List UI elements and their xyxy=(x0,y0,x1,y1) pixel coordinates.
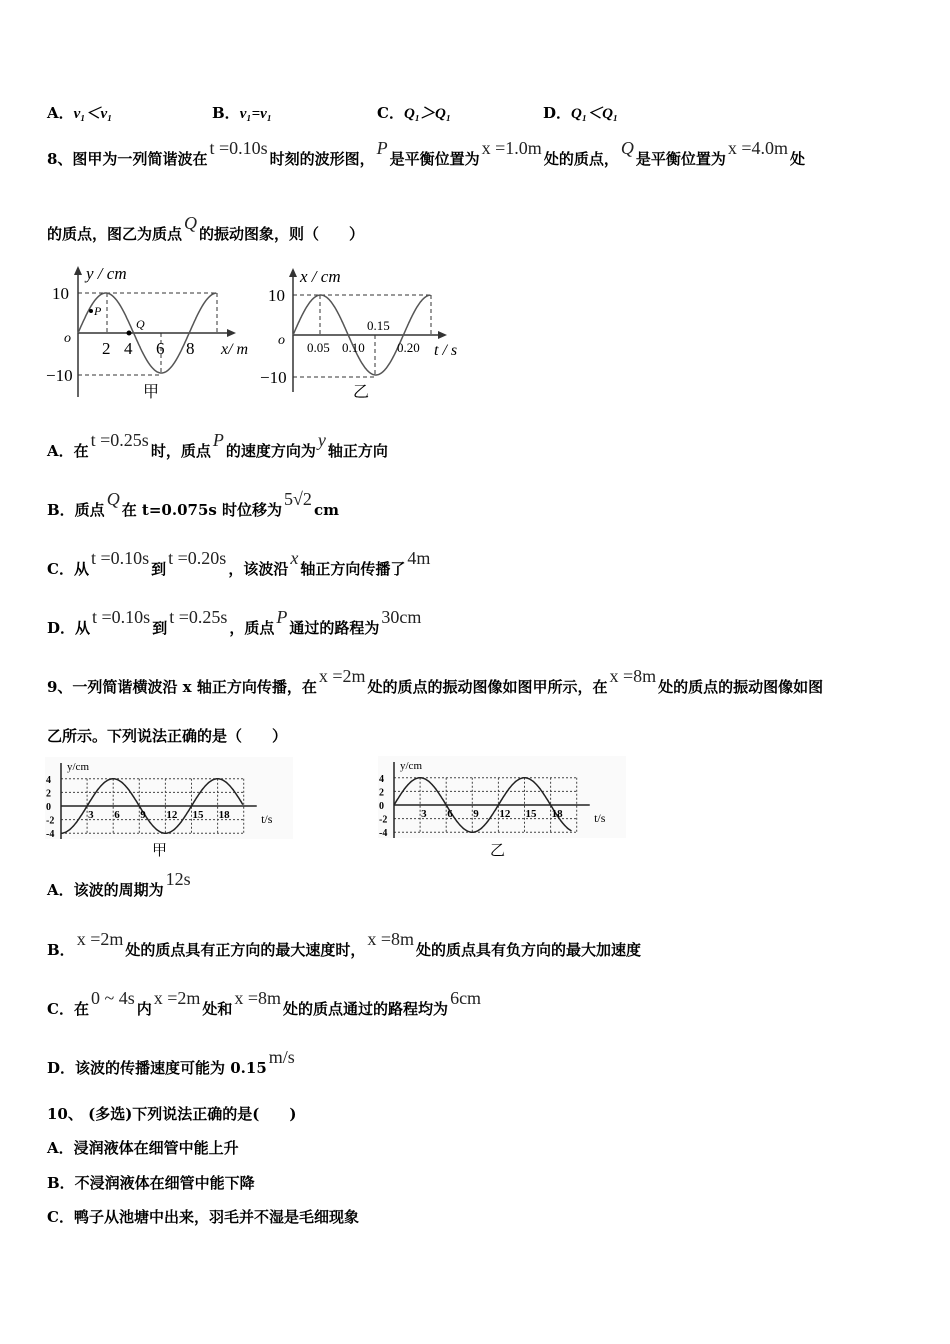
y-axis-label: x / cm xyxy=(300,267,341,286)
text-fragment: 时刻的波形图， xyxy=(269,150,375,168)
x-tick: 8 xyxy=(186,339,195,358)
math-expression: x =8m xyxy=(367,929,415,949)
q10-option-a: A．浸润液体在细管中能上升 xyxy=(47,1139,239,1157)
q8-option-d xyxy=(47,607,423,638)
text-fragment: 处的质点的振动图像如图 xyxy=(658,678,824,696)
math-expression: y xyxy=(317,430,326,450)
x-tick: 15 xyxy=(525,808,537,820)
x-tick: 18 xyxy=(218,809,230,821)
x-tick: 6 xyxy=(156,339,165,358)
y-tick: 0 xyxy=(46,802,51,813)
y-tick: −10 xyxy=(260,368,287,387)
point-q xyxy=(127,331,132,336)
option-expr: Q₁＞Q₁ xyxy=(403,106,452,122)
math-expression: t =0.10s xyxy=(209,138,268,158)
y-tick: -4 xyxy=(46,829,55,839)
text-fragment: B． xyxy=(47,941,75,959)
math-expression: x =8m xyxy=(609,666,657,686)
math-expression: 4m xyxy=(407,548,431,568)
text-fragment: D．该波的传播速度可能为 0.15 xyxy=(47,1059,267,1077)
text-fragment: 通过的路程为 xyxy=(289,619,380,637)
x-tick: 6 xyxy=(114,809,120,821)
guide-lines xyxy=(293,295,431,377)
x-tick: 2 xyxy=(102,339,111,358)
text-fragment: C．从 xyxy=(47,560,89,578)
y-axis-label: y/cm xyxy=(67,761,89,773)
label-p: P xyxy=(94,304,102,318)
math-expression: Q xyxy=(620,138,634,158)
x-tick: 12 xyxy=(499,808,511,820)
q8-stem-line2 xyxy=(47,213,365,244)
text-fragment: 的振动图象，则（ ） xyxy=(199,225,365,243)
text-fragment: 轴正方向传播了 xyxy=(300,560,406,578)
option-label: A． xyxy=(47,104,74,122)
text-fragment: 在 t=0.075s 时位移为 xyxy=(121,501,283,519)
q9-stem xyxy=(47,666,824,697)
math-expression: x xyxy=(290,548,299,568)
x-tick: 9 xyxy=(473,808,479,820)
text-fragment: 处的质点具有负方向的最大加速度 xyxy=(416,941,642,959)
t-axis-label: t/s xyxy=(261,812,273,826)
text-fragment: 9、一列简谐横波沿 x 轴正方向传播，在 xyxy=(47,678,317,696)
q8-option-c xyxy=(47,548,432,579)
option-label: D． xyxy=(543,104,572,122)
t-axis-label: t/s xyxy=(594,811,606,825)
math-expression: P xyxy=(212,430,224,450)
text-fragment: 是平衡位置为 xyxy=(389,150,480,168)
x-axis-arrow-icon xyxy=(438,331,447,339)
text-fragment: D．从 xyxy=(47,619,91,637)
q7-option-b xyxy=(212,102,272,123)
x-tick: 12 xyxy=(166,809,178,821)
q8-stem xyxy=(47,138,806,169)
q8-figure-jia xyxy=(46,264,248,401)
math-expression: t =0.10s xyxy=(90,548,150,568)
option-expr: v₁＜v₁ xyxy=(73,106,113,122)
q9-caption-jia: 甲 xyxy=(152,841,168,859)
figure-caption: 甲 xyxy=(143,384,160,401)
text-fragment: 处的质点的振动图像如图甲所示，在 xyxy=(367,678,608,696)
text-fragment: 的质点，图乙为质点 xyxy=(47,225,183,243)
text-fragment: 轴正方向 xyxy=(327,442,388,460)
x-tick: 0.05 xyxy=(307,340,330,355)
text-fragment: 处的质点通过的路程均为 xyxy=(283,1000,449,1018)
q9-option-d xyxy=(47,1047,297,1078)
math-expression: t =0.10s xyxy=(92,607,151,627)
point-p xyxy=(89,309,93,313)
x-axis-label: x/ m xyxy=(221,341,249,358)
text-fragment: 处的质点， xyxy=(543,150,619,168)
x-tick: 0.10 xyxy=(342,340,365,355)
y-tick: 4 xyxy=(379,773,384,785)
text-fragment: 处的质点具有正方向的最大速度时， xyxy=(125,941,366,959)
math-expression: x =1.0m xyxy=(481,138,542,158)
x-tick: 15 xyxy=(192,809,204,821)
y-axis-arrow-icon xyxy=(289,268,297,277)
text-fragment: ，该波沿 xyxy=(228,560,289,578)
q8-figure-yi xyxy=(260,267,457,401)
math-expression: 5√2 xyxy=(284,489,312,509)
text-fragment: 的速度方向为 xyxy=(225,442,316,460)
math-expression: 6cm xyxy=(450,988,482,1008)
y-tick: -2 xyxy=(379,814,388,826)
origin-label: o xyxy=(278,333,285,348)
option-label: C． xyxy=(377,104,404,122)
text-fragment: A．该波的周期为 xyxy=(47,881,164,899)
q9-option-c xyxy=(47,988,483,1019)
text-fragment: 内 xyxy=(136,1000,152,1018)
text-fragment: 处和 xyxy=(202,1000,233,1018)
x-axis-label: t / s xyxy=(434,342,458,359)
math-expression: x =2m xyxy=(76,929,124,949)
text-fragment: A．在 xyxy=(47,442,89,460)
x-tick: 0.15 xyxy=(367,318,390,333)
q9-caption-yi: 乙 xyxy=(490,841,506,859)
q10-stem: 10、 (多选)下列说法正确的是( ) xyxy=(47,1105,297,1123)
y-axis-label: y/cm xyxy=(400,760,422,772)
math-expression: t =0.25s xyxy=(169,607,228,627)
math-expression: Q xyxy=(184,213,198,233)
y-tick: 0 xyxy=(379,801,384,812)
option-label: B． xyxy=(212,104,240,122)
x-axis-arrow-icon xyxy=(227,329,236,337)
x-tick: 6 xyxy=(447,808,453,820)
math-expression: Q xyxy=(106,489,120,509)
text-fragment: cm xyxy=(313,501,339,519)
text-fragment: 是平衡位置为 xyxy=(635,150,726,168)
label-q: Q xyxy=(136,317,145,331)
text-fragment: B．质点 xyxy=(47,501,105,519)
option-expr: v₁=v₁ xyxy=(239,106,273,122)
q9-figure-jia xyxy=(45,757,295,839)
y-axis-label: y / cm xyxy=(86,264,127,283)
q9-option-b xyxy=(47,929,642,960)
q10-option-b: B．不浸润液体在细管中能下降 xyxy=(47,1174,255,1192)
math-expression: t =0.20s xyxy=(168,548,227,568)
math-expression: m/s xyxy=(268,1047,295,1067)
text-fragment: C．在 xyxy=(47,1000,89,1018)
q10-option-c: C．鸭子从池塘中出来，羽毛并不湿是毛细现象 xyxy=(47,1208,359,1226)
math-expression: P xyxy=(276,607,288,627)
q7-option-c xyxy=(377,102,451,123)
q8-option-b xyxy=(47,489,339,520)
math-expression: x =8m xyxy=(234,988,282,1008)
math-expression: 0 ~ 4s xyxy=(90,988,135,1008)
text-fragment: ，质点 xyxy=(229,619,275,637)
q8-option-a xyxy=(47,430,388,461)
x-tick: 4 xyxy=(124,339,133,358)
y-tick: −10 xyxy=(46,366,73,385)
text-fragment: 处 xyxy=(790,150,806,168)
y-axis-arrow-icon xyxy=(74,266,82,275)
math-expression: 12s xyxy=(165,869,191,889)
y-tick: 2 xyxy=(379,787,384,799)
q9-figure-yi xyxy=(378,756,628,838)
q9-stem-line2: 乙所示。下列说法正确的是（ ） xyxy=(47,727,288,745)
math-expression: x =2m xyxy=(318,666,366,686)
math-expression: x =4.0m xyxy=(727,138,788,158)
x-tick: 3 xyxy=(88,809,94,821)
text-fragment: 到 xyxy=(152,619,168,637)
x-tick: 0.20 xyxy=(397,340,420,355)
math-expression: 30cm xyxy=(381,607,422,627)
x-tick: 3 xyxy=(421,808,427,820)
math-expression: P xyxy=(376,138,388,158)
x-tick: 9 xyxy=(140,809,146,821)
y-tick: 10 xyxy=(52,284,69,303)
option-expr: Q₁＜Q₁ xyxy=(571,106,619,122)
x-tick: 18 xyxy=(551,808,563,820)
y-tick: -2 xyxy=(46,815,55,827)
q7-option-a xyxy=(47,102,112,123)
text-fragment: 8、图甲为一列简谐波在 xyxy=(47,150,208,168)
y-tick: -4 xyxy=(379,828,388,838)
figure-caption: 乙 xyxy=(353,384,370,401)
y-tick: 2 xyxy=(46,788,51,800)
math-expression: x =2m xyxy=(153,988,201,1008)
y-tick: 4 xyxy=(46,774,51,786)
q7-option-d xyxy=(543,102,618,123)
text-fragment: 到 xyxy=(151,560,167,578)
q8-figures xyxy=(40,262,480,407)
text-fragment: 时，质点 xyxy=(150,442,211,460)
q9-option-a xyxy=(47,869,193,900)
math-expression: t =0.25s xyxy=(90,430,149,450)
y-tick: 10 xyxy=(268,286,285,305)
origin-label: o xyxy=(64,331,71,346)
